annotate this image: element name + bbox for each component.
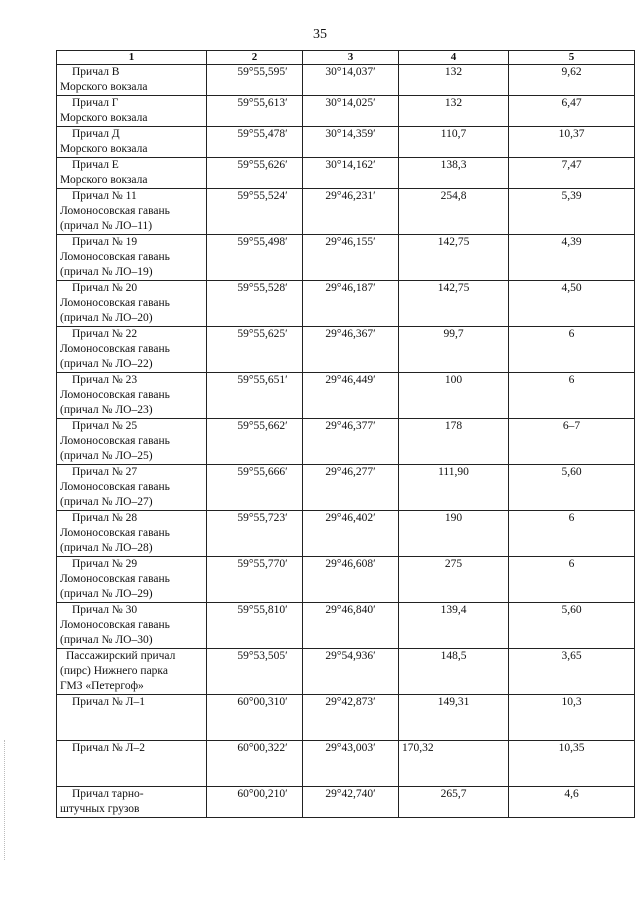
pier-name-line: Морского вокзала <box>60 81 148 93</box>
column-5-cell <box>509 649 635 695</box>
latitude-cell-value: 59°55,723′ <box>237 512 288 524</box>
pier-name-cell <box>57 127 207 158</box>
column-4-cell-value: 275 <box>444 558 463 570</box>
pier-name-line: Причал № 28 <box>72 512 138 524</box>
latitude-cell-value: 59°55,528′ <box>237 282 288 294</box>
column-4-cell <box>399 65 509 96</box>
longitude-cell-value: 29°46,377′ <box>325 420 376 432</box>
longitude-cell-value: 29°46,840′ <box>325 604 376 616</box>
longitude-cell <box>303 373 399 419</box>
longitude-cell <box>303 787 399 818</box>
table-row <box>57 787 635 818</box>
column-4-cell-value: 178 <box>444 420 463 432</box>
column-4-cell <box>399 373 509 419</box>
column-4-cell <box>399 603 509 649</box>
table-body <box>57 65 635 818</box>
column-5-cell <box>509 603 635 649</box>
column-4-cell-value: 254,8 <box>440 190 467 202</box>
pier-name-line: Причал № Л–2 <box>72 742 145 754</box>
column-5-cell <box>509 373 635 419</box>
latitude-cell <box>207 189 303 235</box>
table-row <box>57 373 635 419</box>
column-5-cell <box>509 96 635 127</box>
table-row <box>57 603 635 649</box>
longitude-cell-value: 29°46,402′ <box>325 512 376 524</box>
latitude-cell <box>207 603 303 649</box>
latitude-cell <box>207 327 303 373</box>
latitude-cell-value: 59°55,662′ <box>237 420 288 432</box>
pier-name-cell <box>57 158 207 189</box>
column-4-cell-value: 149,31 <box>437 696 470 708</box>
longitude-cell-value: 30°14,162′ <box>325 159 376 171</box>
column-5-cell <box>509 327 635 373</box>
column-5-cell-value: 4,50 <box>561 282 582 294</box>
column-4-cell <box>399 281 509 327</box>
column-4-cell-value: 265,7 <box>440 788 467 800</box>
latitude-cell <box>207 281 303 327</box>
table-row <box>57 419 635 465</box>
longitude-cell <box>303 465 399 511</box>
column-4-cell-value: 99,7 <box>443 328 464 340</box>
column-5-cell <box>509 235 635 281</box>
column-5-cell-value: 3,65 <box>561 650 582 662</box>
column-4-cell <box>399 127 509 158</box>
column-4-cell-value: 148,5 <box>440 650 467 662</box>
latitude-cell <box>207 557 303 603</box>
header-col-5: 5 <box>509 51 635 65</box>
pier-name-line: (причал № ЛО–23) <box>60 404 153 416</box>
pier-name-line: (пирс) Нижнего парка <box>60 665 168 677</box>
column-4-cell <box>399 327 509 373</box>
longitude-cell-value: 29°43,003′ <box>325 742 376 754</box>
latitude-cell <box>207 741 303 787</box>
pier-name-line: Причал Д <box>72 128 120 140</box>
column-4-cell <box>399 787 509 818</box>
column-5-cell <box>509 741 635 787</box>
column-5-cell-value: 5,60 <box>561 466 582 478</box>
table-row <box>57 741 635 787</box>
latitude-cell <box>207 235 303 281</box>
column-5-cell-value: 5,60 <box>561 604 582 616</box>
table-row <box>57 65 635 96</box>
longitude-cell <box>303 695 399 741</box>
pier-name-cell <box>57 741 207 787</box>
column-5-cell-value: 4,6 <box>564 788 579 800</box>
table-row <box>57 327 635 373</box>
pier-name-line: Причал № 30 <box>72 604 138 616</box>
pier-name-cell <box>57 96 207 127</box>
longitude-cell <box>303 419 399 465</box>
longitude-cell-value: 29°46,187′ <box>325 282 376 294</box>
latitude-cell-value: 59°55,498′ <box>237 236 288 248</box>
pier-name-line: (причал № ЛО–19) <box>60 266 153 278</box>
column-4-cell <box>399 741 509 787</box>
latitude-cell <box>207 787 303 818</box>
column-4-cell <box>399 235 509 281</box>
latitude-cell <box>207 465 303 511</box>
pier-name-line: Причал № 22 <box>72 328 138 340</box>
pier-name-line: Причал № 20 <box>72 282 138 294</box>
header-col-4: 4 <box>399 51 509 65</box>
column-4-cell-value: 190 <box>444 512 463 524</box>
column-5-cell <box>509 158 635 189</box>
longitude-cell-value: 29°42,740′ <box>325 788 376 800</box>
latitude-cell-value: 60°00,210′ <box>237 788 288 800</box>
column-5-cell <box>509 695 635 741</box>
latitude-cell-value: 59°55,625′ <box>237 328 288 340</box>
column-5-cell-value: 6 <box>568 374 575 386</box>
column-4-cell <box>399 511 509 557</box>
pier-name-line: Причал № 19 <box>72 236 138 248</box>
pier-name-line: штучных грузов <box>60 803 140 815</box>
column-5-cell <box>509 281 635 327</box>
column-4-cell-value: 139,4 <box>440 604 467 616</box>
table-row <box>57 557 635 603</box>
table-row <box>57 695 635 741</box>
longitude-cell-value: 29°46,367′ <box>325 328 376 340</box>
column-4-cell-value: 100 <box>444 374 463 386</box>
pier-name-line: (причал № ЛО–27) <box>60 496 153 508</box>
longitude-cell <box>303 557 399 603</box>
column-4-cell <box>399 189 509 235</box>
pier-name-cell <box>57 281 207 327</box>
column-5-cell <box>509 127 635 158</box>
pier-name-line: Причал Е <box>72 159 119 171</box>
longitude-cell <box>303 158 399 189</box>
column-4-cell <box>399 557 509 603</box>
pier-name-line: Причал Г <box>72 97 119 109</box>
longitude-cell <box>303 281 399 327</box>
latitude-cell-value: 59°55,651′ <box>237 374 288 386</box>
column-5-cell <box>509 557 635 603</box>
pier-name-line: Морского вокзала <box>60 174 148 186</box>
pier-name-line: Причал № 23 <box>72 374 138 386</box>
column-5-cell-value: 4,39 <box>561 236 582 248</box>
column-4-cell <box>399 649 509 695</box>
column-5-cell-value: 6,47 <box>561 97 582 109</box>
longitude-cell-value: 29°46,155′ <box>325 236 376 248</box>
latitude-cell <box>207 65 303 96</box>
table-row <box>57 465 635 511</box>
table-row <box>57 235 635 281</box>
latitude-cell <box>207 695 303 741</box>
pier-name-line: Причал № 11 <box>72 190 137 202</box>
scan-edge-mark <box>4 740 6 860</box>
pier-name-cell <box>57 603 207 649</box>
pier-name-line: Причал № 29 <box>72 558 138 570</box>
column-5-cell-value: 6 <box>568 328 575 340</box>
table-row <box>57 96 635 127</box>
pier-name-line: ГМЗ «Петергоф» <box>60 680 144 692</box>
longitude-cell <box>303 65 399 96</box>
pier-name-line: Пассажирский причал <box>66 650 176 662</box>
pier-name-line: (причал № ЛО–25) <box>60 450 153 462</box>
column-4-cell-value: 142,75 <box>437 236 470 248</box>
column-4-cell-value: 132 <box>444 97 463 109</box>
longitude-cell-value: 29°46,449′ <box>325 374 376 386</box>
pier-name-line: Ломоносовская гавань <box>60 481 170 493</box>
pier-name-line: Причал В <box>72 66 120 78</box>
pier-name-cell <box>57 649 207 695</box>
header-col-1: 1 <box>57 51 207 65</box>
column-4-cell <box>399 695 509 741</box>
column-5-cell-value: 6 <box>568 558 575 570</box>
pier-name-line: Ломоносовская гавань <box>60 251 170 263</box>
table-row <box>57 158 635 189</box>
column-5-cell-value: 5,39 <box>561 190 582 202</box>
longitude-cell <box>303 189 399 235</box>
pier-name-cell <box>57 787 207 818</box>
latitude-cell <box>207 649 303 695</box>
pier-name-line: Ломоносовская гавань <box>60 297 170 309</box>
latitude-cell-value: 59°55,666′ <box>237 466 288 478</box>
pier-name-line: (причал № ЛО–11) <box>60 220 153 232</box>
latitude-cell-value: 59°55,810′ <box>237 604 288 616</box>
column-4-cell <box>399 419 509 465</box>
pier-name-line: Ломоносовская гавань <box>60 573 170 585</box>
pier-name-line: Причал тарно- <box>72 788 144 800</box>
page-number: 35 <box>313 27 327 42</box>
column-5-cell <box>509 465 635 511</box>
pier-name-line: (причал № ЛО–30) <box>60 634 153 646</box>
pier-name-line: Ломоносовская гавань <box>60 619 170 631</box>
latitude-cell-value: 60°00,310′ <box>237 696 288 708</box>
table-row <box>57 511 635 557</box>
pier-name-line: Морского вокзала <box>60 112 148 124</box>
longitude-cell-value: 30°14,359′ <box>325 128 376 140</box>
pier-name-cell <box>57 189 207 235</box>
column-5-cell <box>509 65 635 96</box>
latitude-cell-value: 59°55,595′ <box>237 66 288 78</box>
pier-name-cell <box>57 419 207 465</box>
pier-name-line: (причал № ЛО–29) <box>60 588 153 600</box>
pier-name-line: Морского вокзала <box>60 143 148 155</box>
longitude-cell-value: 30°14,037′ <box>325 66 376 78</box>
pier-name-line: (причал № ЛО–22) <box>60 358 153 370</box>
column-4-cell-value: 111,90 <box>438 466 469 478</box>
pier-name-line: Ломоносовская гавань <box>60 527 170 539</box>
latitude-cell <box>207 373 303 419</box>
column-4-cell <box>399 96 509 127</box>
column-4-cell-value: 132 <box>444 66 463 78</box>
latitude-cell-value: 59°55,478′ <box>237 128 288 140</box>
pier-name-line: (причал № ЛО–28) <box>60 542 153 554</box>
pier-name-cell <box>57 511 207 557</box>
pier-name-cell <box>57 465 207 511</box>
latitude-cell <box>207 419 303 465</box>
pier-name-cell <box>57 327 207 373</box>
header-col-3: 3 <box>303 51 399 65</box>
latitude-cell <box>207 96 303 127</box>
pier-name-line: Причал № 25 <box>72 420 138 432</box>
longitude-cell <box>303 511 399 557</box>
column-4-cell-value: 170,32 <box>402 742 434 754</box>
longitude-cell <box>303 327 399 373</box>
latitude-cell <box>207 158 303 189</box>
column-5-cell-value: 6 <box>568 512 575 524</box>
longitude-cell-value: 30°14,025′ <box>325 97 376 109</box>
pier-name-cell <box>57 557 207 603</box>
longitude-cell-value: 29°46,608′ <box>325 558 376 570</box>
column-4-cell <box>399 158 509 189</box>
pier-name-cell <box>57 373 207 419</box>
pier-name-line: Причал № 27 <box>72 466 138 478</box>
latitude-cell-value: 59°55,626′ <box>237 159 288 171</box>
column-5-cell-value: 9,62 <box>561 66 582 78</box>
longitude-cell-value: 29°46,277′ <box>325 466 376 478</box>
latitude-cell-value: 59°55,613′ <box>237 97 288 109</box>
latitude-cell-value: 59°53,505′ <box>237 650 288 662</box>
pier-coordinates-table <box>56 50 635 818</box>
column-5-cell-value: 10,37 <box>558 128 585 140</box>
longitude-cell <box>303 741 399 787</box>
latitude-cell-value: 60°00,322′ <box>237 742 288 754</box>
header-col-2: 2 <box>207 51 303 65</box>
table-row <box>57 281 635 327</box>
pier-name-line: (причал № ЛО–20) <box>60 312 153 324</box>
latitude-cell <box>207 127 303 158</box>
longitude-cell <box>303 649 399 695</box>
longitude-cell <box>303 235 399 281</box>
column-5-cell <box>509 419 635 465</box>
table-row <box>57 189 635 235</box>
pier-name-line: Ломоносовская гавань <box>60 205 170 217</box>
longitude-cell <box>303 603 399 649</box>
pier-name-cell <box>57 65 207 96</box>
longitude-cell-value: 29°42,873′ <box>325 696 376 708</box>
table-header-row <box>57 51 635 65</box>
latitude-cell-value: 59°55,770′ <box>237 558 288 570</box>
column-4-cell <box>399 465 509 511</box>
latitude-cell <box>207 511 303 557</box>
longitude-cell <box>303 96 399 127</box>
column-4-cell-value: 138,3 <box>440 159 467 171</box>
column-4-cell-value: 142,75 <box>437 282 470 294</box>
pier-name-line: Ломоносовская гавань <box>60 435 170 447</box>
longitude-cell <box>303 127 399 158</box>
column-4-cell-value: 110,7 <box>440 128 467 140</box>
table-row <box>57 649 635 695</box>
pier-name-line: Причал № Л–1 <box>72 696 145 708</box>
column-5-cell-value: 10,3 <box>561 696 582 708</box>
pier-name-cell <box>57 695 207 741</box>
pier-name-cell <box>57 235 207 281</box>
column-5-cell <box>509 787 635 818</box>
pier-name-line: Ломоносовская гавань <box>60 343 170 355</box>
column-5-cell-value: 7,47 <box>561 159 582 171</box>
column-5-cell <box>509 511 635 557</box>
column-5-cell-value: 10,35 <box>558 742 585 754</box>
pier-name-line: Ломоносовская гавань <box>60 389 170 401</box>
column-5-cell <box>509 189 635 235</box>
table-row <box>57 127 635 158</box>
longitude-cell-value: 29°54,936′ <box>325 650 376 662</box>
column-5-cell-value: 6–7 <box>562 420 581 432</box>
longitude-cell-value: 29°46,231′ <box>325 190 376 202</box>
latitude-cell-value: 59°55,524′ <box>237 190 288 202</box>
